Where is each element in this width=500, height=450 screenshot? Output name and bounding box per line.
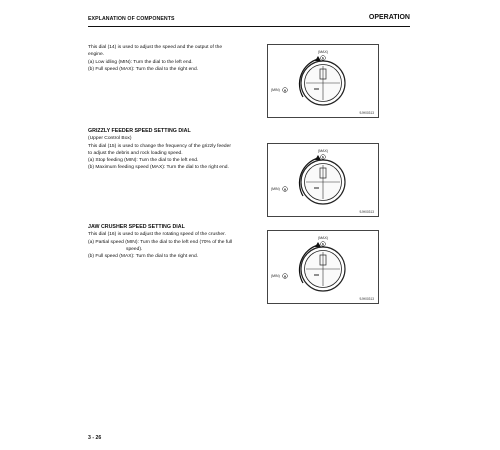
figure-code: 9JH00313 <box>359 297 374 301</box>
figure-code: 9JH00313 <box>359 210 374 214</box>
body-line: This dial (15) is used to change the frequency of the grizzly feeder <box>88 143 231 149</box>
body-line: (Upper Control Box) <box>88 136 132 142</box>
header-rule <box>88 26 410 27</box>
body-line: (a) Stop feeding (MIN): Turn the dial to the left end. <box>88 158 199 164</box>
dial-drawing <box>268 144 378 216</box>
body-line: to adjust the debris and rock loading speed. <box>88 150 183 156</box>
header-section-title: EXPLANATION OF COMPONENTS <box>88 16 175 22</box>
max-label: (MAX) <box>318 50 328 54</box>
grizzly-feeder-section <box>88 128 268 172</box>
arrowhead-icon <box>315 242 321 247</box>
marker-b: b <box>321 242 325 247</box>
body-line: speed). <box>126 246 143 252</box>
page-number: 3 - 26 <box>88 435 102 441</box>
body-line: (a) Low idling (MIN): Turn the dial to the left end. <box>88 59 193 65</box>
body-line: This dial (16) is used to adjust the rotating speed of the crusher. <box>88 232 226 238</box>
header-chapter-title: OPERATION <box>368 14 410 21</box>
max-label: (MAX) <box>318 236 328 240</box>
dial-figure <box>267 44 379 118</box>
body-line: engine. <box>88 52 105 58</box>
dial-figure <box>267 143 379 217</box>
min-label: (MIN) <box>271 274 280 278</box>
marker-a: a <box>284 187 286 192</box>
dial-figure <box>267 230 379 304</box>
max-label: (MAX) <box>318 149 328 153</box>
marker-a: a <box>284 88 286 93</box>
body-line: (b) Full speed (MAX): Turn the dial to the right end. <box>88 66 199 72</box>
dial-drawing <box>268 45 378 117</box>
dial-drawing <box>268 231 378 303</box>
body-line: (a) Partial speed (MIN): Turn the dial to the left end (70% of the full <box>88 239 233 245</box>
marker-a: a <box>284 274 286 279</box>
section-title: JAW CRUSHER SPEED SETTING DIAL <box>88 224 185 230</box>
body-line: (b) Full speed (MAX): Turn the dial to the right end. <box>88 254 199 260</box>
body-line: This dial (14) is used to adjust the speed and the output of the <box>88 45 223 50</box>
figure-code: 9JH00313 <box>359 111 374 115</box>
jaw-crusher-section <box>88 224 268 260</box>
engine-dial-section <box>88 44 268 73</box>
arrowhead-icon <box>315 155 321 160</box>
section-title: GRIZZLY FEEDER SPEED SETTING DIAL <box>88 128 191 134</box>
arrowhead-icon <box>315 56 321 61</box>
marker-b: b <box>321 56 325 61</box>
marker-b: b <box>321 155 325 160</box>
min-label: (MIN) <box>271 187 280 191</box>
body-line: (b) Maximum feeding speed (MAX): Turn the dial to the right end. <box>88 165 229 171</box>
min-label: (MIN) <box>271 88 280 92</box>
